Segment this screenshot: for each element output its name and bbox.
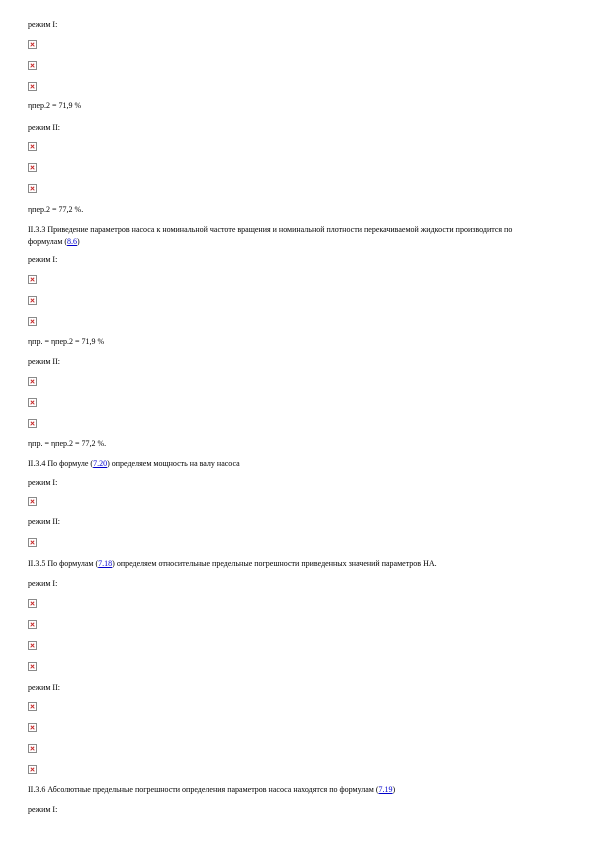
paragraph-ii-3-4 <box>28 459 240 469</box>
formula-link[interactable]: 7.20 <box>93 459 108 468</box>
efficiency-value: ηпр. = ηпер.2 = 77,2 %. <box>28 439 107 448</box>
formula-link[interactable]: 7.19 <box>378 785 393 794</box>
broken-image-icon <box>28 765 37 774</box>
mode-label: режим II: <box>28 357 60 366</box>
broken-image-icon <box>28 40 37 49</box>
paragraph-text: II.3.6 Абсолютные предельные погрешности определения параметров насоса находятся по формулам ( <box>28 785 379 794</box>
paragraph-text: ) <box>77 237 80 246</box>
mode-label: режим II: <box>28 123 60 132</box>
broken-image-icon <box>28 163 37 172</box>
broken-image-icon <box>28 142 37 151</box>
broken-image-icon <box>28 497 37 506</box>
mode-label: режим I: <box>28 255 58 264</box>
paragraph-ii-3-3 <box>28 224 528 248</box>
broken-image-icon <box>28 61 37 70</box>
broken-image-icon <box>28 296 37 305</box>
efficiency-value: ηпер.2 = 77,2 %. <box>28 205 84 214</box>
broken-image-icon <box>28 275 37 284</box>
paragraph-ii-3-5 <box>28 559 437 569</box>
broken-image-icon <box>28 599 37 608</box>
paragraph-text: ) определяем относительные предельные погрешности приведенных значений параметров НА. <box>112 559 437 568</box>
paragraph-text: ) определяем мощность на валу насоса <box>107 459 240 468</box>
broken-image-icon <box>28 377 37 386</box>
broken-image-icon <box>28 317 37 326</box>
broken-image-icon <box>28 620 37 629</box>
mode-label: режим I: <box>28 579 58 588</box>
broken-image-icon <box>28 82 37 91</box>
mode-label: режим I: <box>28 20 58 29</box>
paragraph-text: II.3.4 По формуле ( <box>28 459 94 468</box>
broken-image-icon <box>28 641 37 650</box>
paragraph-text: II.3.3 Приведение параметров насоса к номинальной частоте вращения и номинальной плотности перекачиваемой жидкости производится по формулам ( <box>28 225 513 246</box>
broken-image-icon <box>28 538 37 547</box>
efficiency-value: ηпр. = ηпер.2 = 71,9 % <box>28 337 105 346</box>
efficiency-value: ηпер.2 = 71,9 % <box>28 101 82 110</box>
broken-image-icon <box>28 723 37 732</box>
broken-image-icon <box>28 744 37 753</box>
broken-image-icon <box>28 398 37 407</box>
broken-image-icon <box>28 702 37 711</box>
mode-label: режим II: <box>28 517 60 526</box>
formula-link[interactable]: 7.18 <box>98 559 113 568</box>
broken-image-icon <box>28 419 37 428</box>
formula-link[interactable]: 8.6 <box>67 237 78 246</box>
mode-label: режим II: <box>28 683 60 692</box>
broken-image-icon <box>28 662 37 671</box>
paragraph-text: ) <box>392 785 396 794</box>
mode-label: режим I: <box>28 805 58 814</box>
mode-label: режим I: <box>28 478 58 487</box>
broken-image-icon <box>28 184 37 193</box>
paragraph-text: II.3.5 По формулам ( <box>28 559 99 568</box>
paragraph-ii-3-6 <box>28 785 395 795</box>
